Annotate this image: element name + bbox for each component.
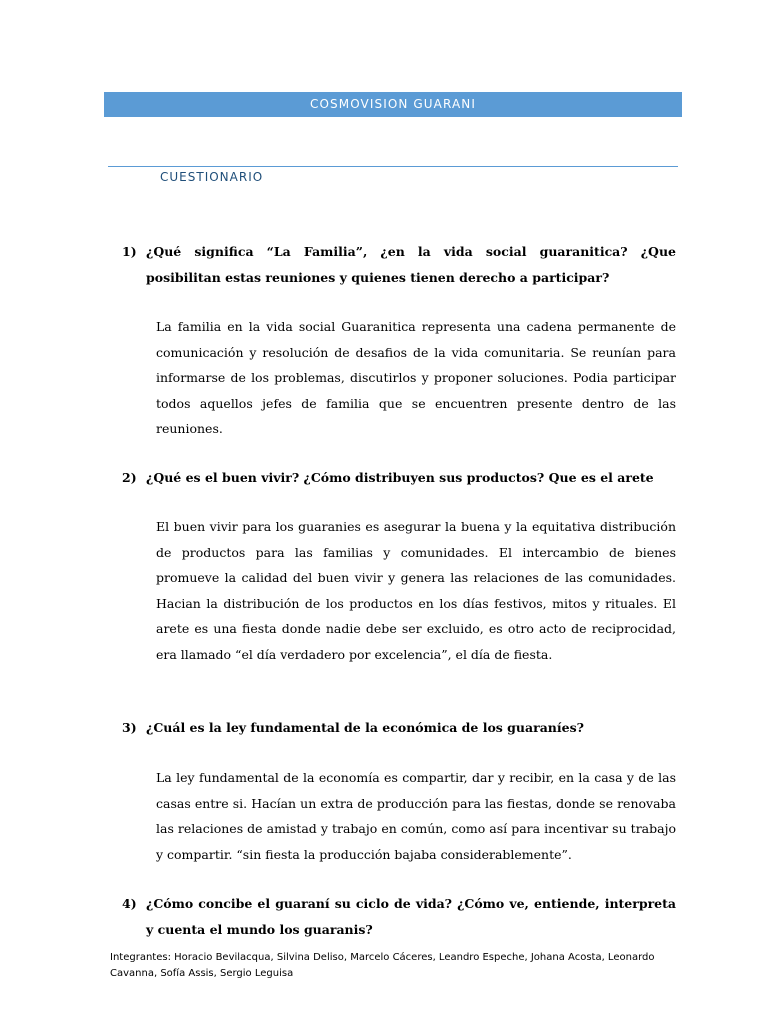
question-number: 4) (122, 896, 137, 911)
question-text: ¿Cómo concibe el guaraní su ciclo de vida? ¿Cómo ve, entiende, interpreta y cuenta el mundo los guaranis? (146, 896, 676, 937)
members-footer: Integrantes: Horacio Bevilacqua, Silvina Deliso, Marcelo Cáceres, Leandro Espeche, Johana Acosta, Leonardo Cavanna, Sofía Assis, Sergio Leguisa (110, 952, 655, 979)
header-divider (108, 166, 678, 167)
document-subtitle: CUESTIONARIO (160, 170, 264, 184)
answer-2: El buen vivir para los guaranies es asegurar la buena y la equitativa distribución de productos para las familias y comunidades. El intercambio de bienes promueve la calidad del buen vivir y genera las relaciones de las comunidades. Hacian la distribución de los productos en los días festivos, mitos y rituales. El arete es una fiesta donde nadie debe ser excluido, es otro acto de reciprocidad, era llamado “el día verdadero por excelencia”, el día de fiesta. (156, 519, 676, 662)
answer-3: La ley fundamental de la economía es compartir, dar y recibir, en la casa y de las casas entre si. Hacían un extra de producción para las fiestas, donde se renovaba las relaciones de amistad y trabajo en común, como así para incentivar su trabajo y compartir. “sin fiesta la producción bajaba considerablemente”. (156, 770, 676, 862)
question-number: 3) (122, 720, 137, 735)
question-2 (122, 465, 676, 491)
question-text: ¿Qué es el buen vivir? ¿Cómo distribuyen sus productos? Que es el arete (146, 470, 654, 485)
question-number: 1) (122, 244, 137, 259)
document-title: COSMOVISION GUARANI (310, 97, 476, 111)
question-text: ¿Cuál es la ley fundamental de la económica de los guaraníes? (146, 720, 584, 735)
question-4 (122, 891, 676, 943)
question-3 (122, 715, 676, 741)
document-title-bar (104, 92, 682, 117)
answer-1: La familia en la vida social Guaranitica representa una cadena permanente de comunicación y resolución de desafios de la vida comunitaria. Se reunían para informarse de los problemas, discutirlos y proponer soluciones. Podia participar todos aquellos jefes de familia que se encuentren presente dentro de las reuniones. (156, 319, 676, 436)
question-number: 2) (122, 470, 137, 485)
question-1 (122, 239, 676, 291)
question-text: ¿Qué significa “La Familia”, ¿en la vida social guaranitica? ¿Que posibilitan estas reuniones y quienes tienen derecho a participar? (146, 244, 676, 285)
